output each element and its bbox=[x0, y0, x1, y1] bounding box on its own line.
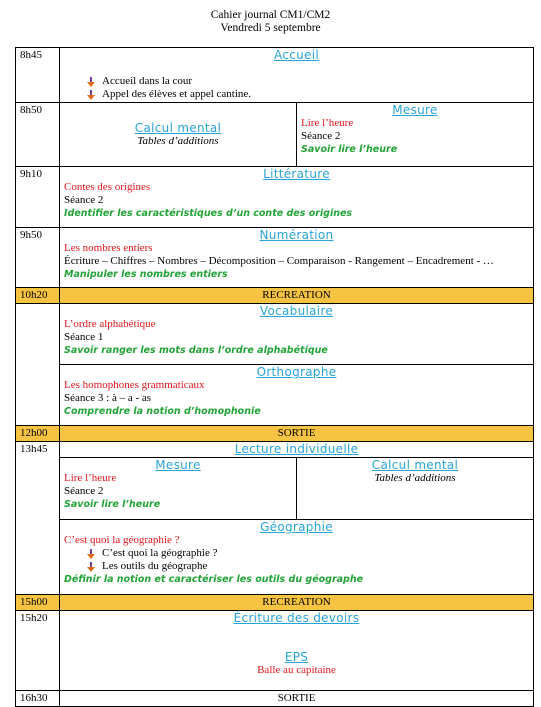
schedule-table bbox=[15, 47, 534, 707]
time-cell: 10h20 bbox=[16, 288, 60, 304]
activity-cell bbox=[60, 304, 534, 365]
subject-title: EPS bbox=[284, 650, 309, 664]
time-cell: 8h45 bbox=[16, 48, 60, 103]
time-cell bbox=[16, 520, 60, 595]
subject-title: Numération bbox=[259, 228, 334, 242]
session: Séance 2 bbox=[64, 194, 104, 206]
session: Séance 2 bbox=[301, 130, 341, 142]
activity-cell bbox=[60, 228, 534, 288]
schedule-row bbox=[16, 103, 534, 167]
topic: Lire l’heure bbox=[64, 472, 117, 484]
schedule-row bbox=[16, 167, 534, 228]
topic: C’est quoi la géographie ? bbox=[64, 534, 180, 546]
activity-cell bbox=[60, 48, 534, 103]
break-label: SORTIE bbox=[60, 426, 534, 442]
subject-title: Calcul mental bbox=[134, 120, 222, 135]
time-cell: 16h30 bbox=[16, 691, 60, 707]
subject-title: Géographie bbox=[260, 520, 333, 534]
topic: L’ordre alphabétique bbox=[64, 318, 156, 330]
topic: Balle au capitaine bbox=[257, 664, 336, 676]
break-label: RECREATION bbox=[60, 288, 534, 304]
break-row bbox=[16, 595, 534, 611]
break-row bbox=[16, 691, 534, 707]
time-cell: 15h20 bbox=[16, 611, 60, 691]
subject-title: Lecture individuelle bbox=[234, 442, 359, 456]
time-cell bbox=[16, 365, 60, 426]
objective: Identifier les caractéristiques d’un conte des origines bbox=[64, 208, 353, 219]
break-row bbox=[16, 288, 534, 304]
session: Séance 2 bbox=[64, 485, 104, 497]
topic: Lire l’heure bbox=[301, 117, 354, 129]
objective: Comprendre la notion d’homophonie bbox=[64, 406, 261, 417]
activity-cell bbox=[60, 103, 297, 167]
time-cell: 9h50 bbox=[16, 228, 60, 288]
time-cell: 9h10 bbox=[16, 167, 60, 228]
arrow-bullet-icon bbox=[86, 562, 96, 572]
session: Séance 1 bbox=[64, 331, 104, 343]
subject-title: Vocabulaire bbox=[259, 304, 334, 318]
time-cell: 12h00 bbox=[16, 426, 60, 442]
subject-title: Littérature bbox=[263, 167, 330, 181]
objective: Manipuler les nombres entiers bbox=[64, 269, 228, 280]
schedule-row bbox=[16, 228, 534, 288]
objective: Définir la notion et caractériser les outils du géographe bbox=[64, 574, 364, 585]
objective: Savoir ranger les mots dans l’ordre alphabétique bbox=[64, 345, 328, 356]
objective: Savoir lire l’heure bbox=[64, 499, 161, 510]
time-cell: 13h45 bbox=[16, 442, 60, 458]
activity-cell bbox=[60, 365, 534, 426]
list-item: Appel des élèves et appel cantine. bbox=[64, 88, 529, 101]
activity-cell bbox=[60, 167, 534, 228]
subject-title: Mesure bbox=[392, 103, 438, 117]
subject-title: Accueil bbox=[274, 48, 319, 62]
arrow-bullet-icon bbox=[86, 77, 96, 87]
schedule-row bbox=[16, 458, 534, 520]
time-cell: 15h00 bbox=[16, 595, 60, 611]
page-header bbox=[0, 9, 541, 35]
topic: Contes des origines bbox=[64, 181, 151, 193]
subject-title: Orthographe bbox=[256, 365, 337, 379]
time-cell bbox=[16, 304, 60, 365]
session: Séance 3 : à – a - as bbox=[64, 392, 152, 404]
list-item: Les outils du géographe bbox=[64, 560, 529, 573]
break-label: RECREATION bbox=[60, 595, 534, 611]
schedule-row bbox=[16, 611, 534, 691]
activity-cell bbox=[60, 520, 534, 595]
arrow-bullet-icon bbox=[86, 549, 96, 559]
subject-title: Écriture des devoirs bbox=[233, 611, 360, 625]
list-item: Accueil dans la cour bbox=[64, 75, 529, 88]
objective: Savoir lire l’heure bbox=[301, 144, 398, 155]
break-row bbox=[16, 426, 534, 442]
activity-cell bbox=[60, 458, 297, 520]
activity-cell bbox=[60, 611, 534, 691]
schedule-row bbox=[16, 442, 534, 458]
schedule-row bbox=[16, 304, 534, 365]
activity-detail: Tables d’additions bbox=[137, 134, 219, 147]
schedule-row bbox=[16, 48, 534, 103]
list-item: C’est quoi la géographie ? bbox=[64, 547, 529, 560]
activity-cell bbox=[297, 103, 534, 167]
time-cell: 8h50 bbox=[16, 103, 60, 167]
activity-detail: Tables d’additions bbox=[374, 472, 456, 484]
activity-cell bbox=[60, 442, 534, 458]
schedule-row bbox=[16, 365, 534, 426]
subject-title: Mesure bbox=[155, 458, 201, 472]
topic: Les homophones grammaticaux bbox=[64, 379, 205, 391]
schedule-row bbox=[16, 520, 534, 595]
subject-title: Calcul mental bbox=[371, 458, 459, 472]
activity-detail: Écriture – Chiffres – Nombres – Décomposition – Comparaison - Rangement – Encadrement - … bbox=[64, 255, 494, 267]
time-cell bbox=[16, 458, 60, 520]
break-label: SORTIE bbox=[60, 691, 534, 707]
page-title: Cahier journal CM1/CM2 bbox=[210, 9, 331, 21]
arrow-bullet-icon bbox=[86, 90, 96, 100]
page-date: Vendredi 5 septembre bbox=[220, 22, 321, 34]
topic: Les nombres entiers bbox=[64, 242, 153, 254]
activity-cell bbox=[297, 458, 534, 520]
